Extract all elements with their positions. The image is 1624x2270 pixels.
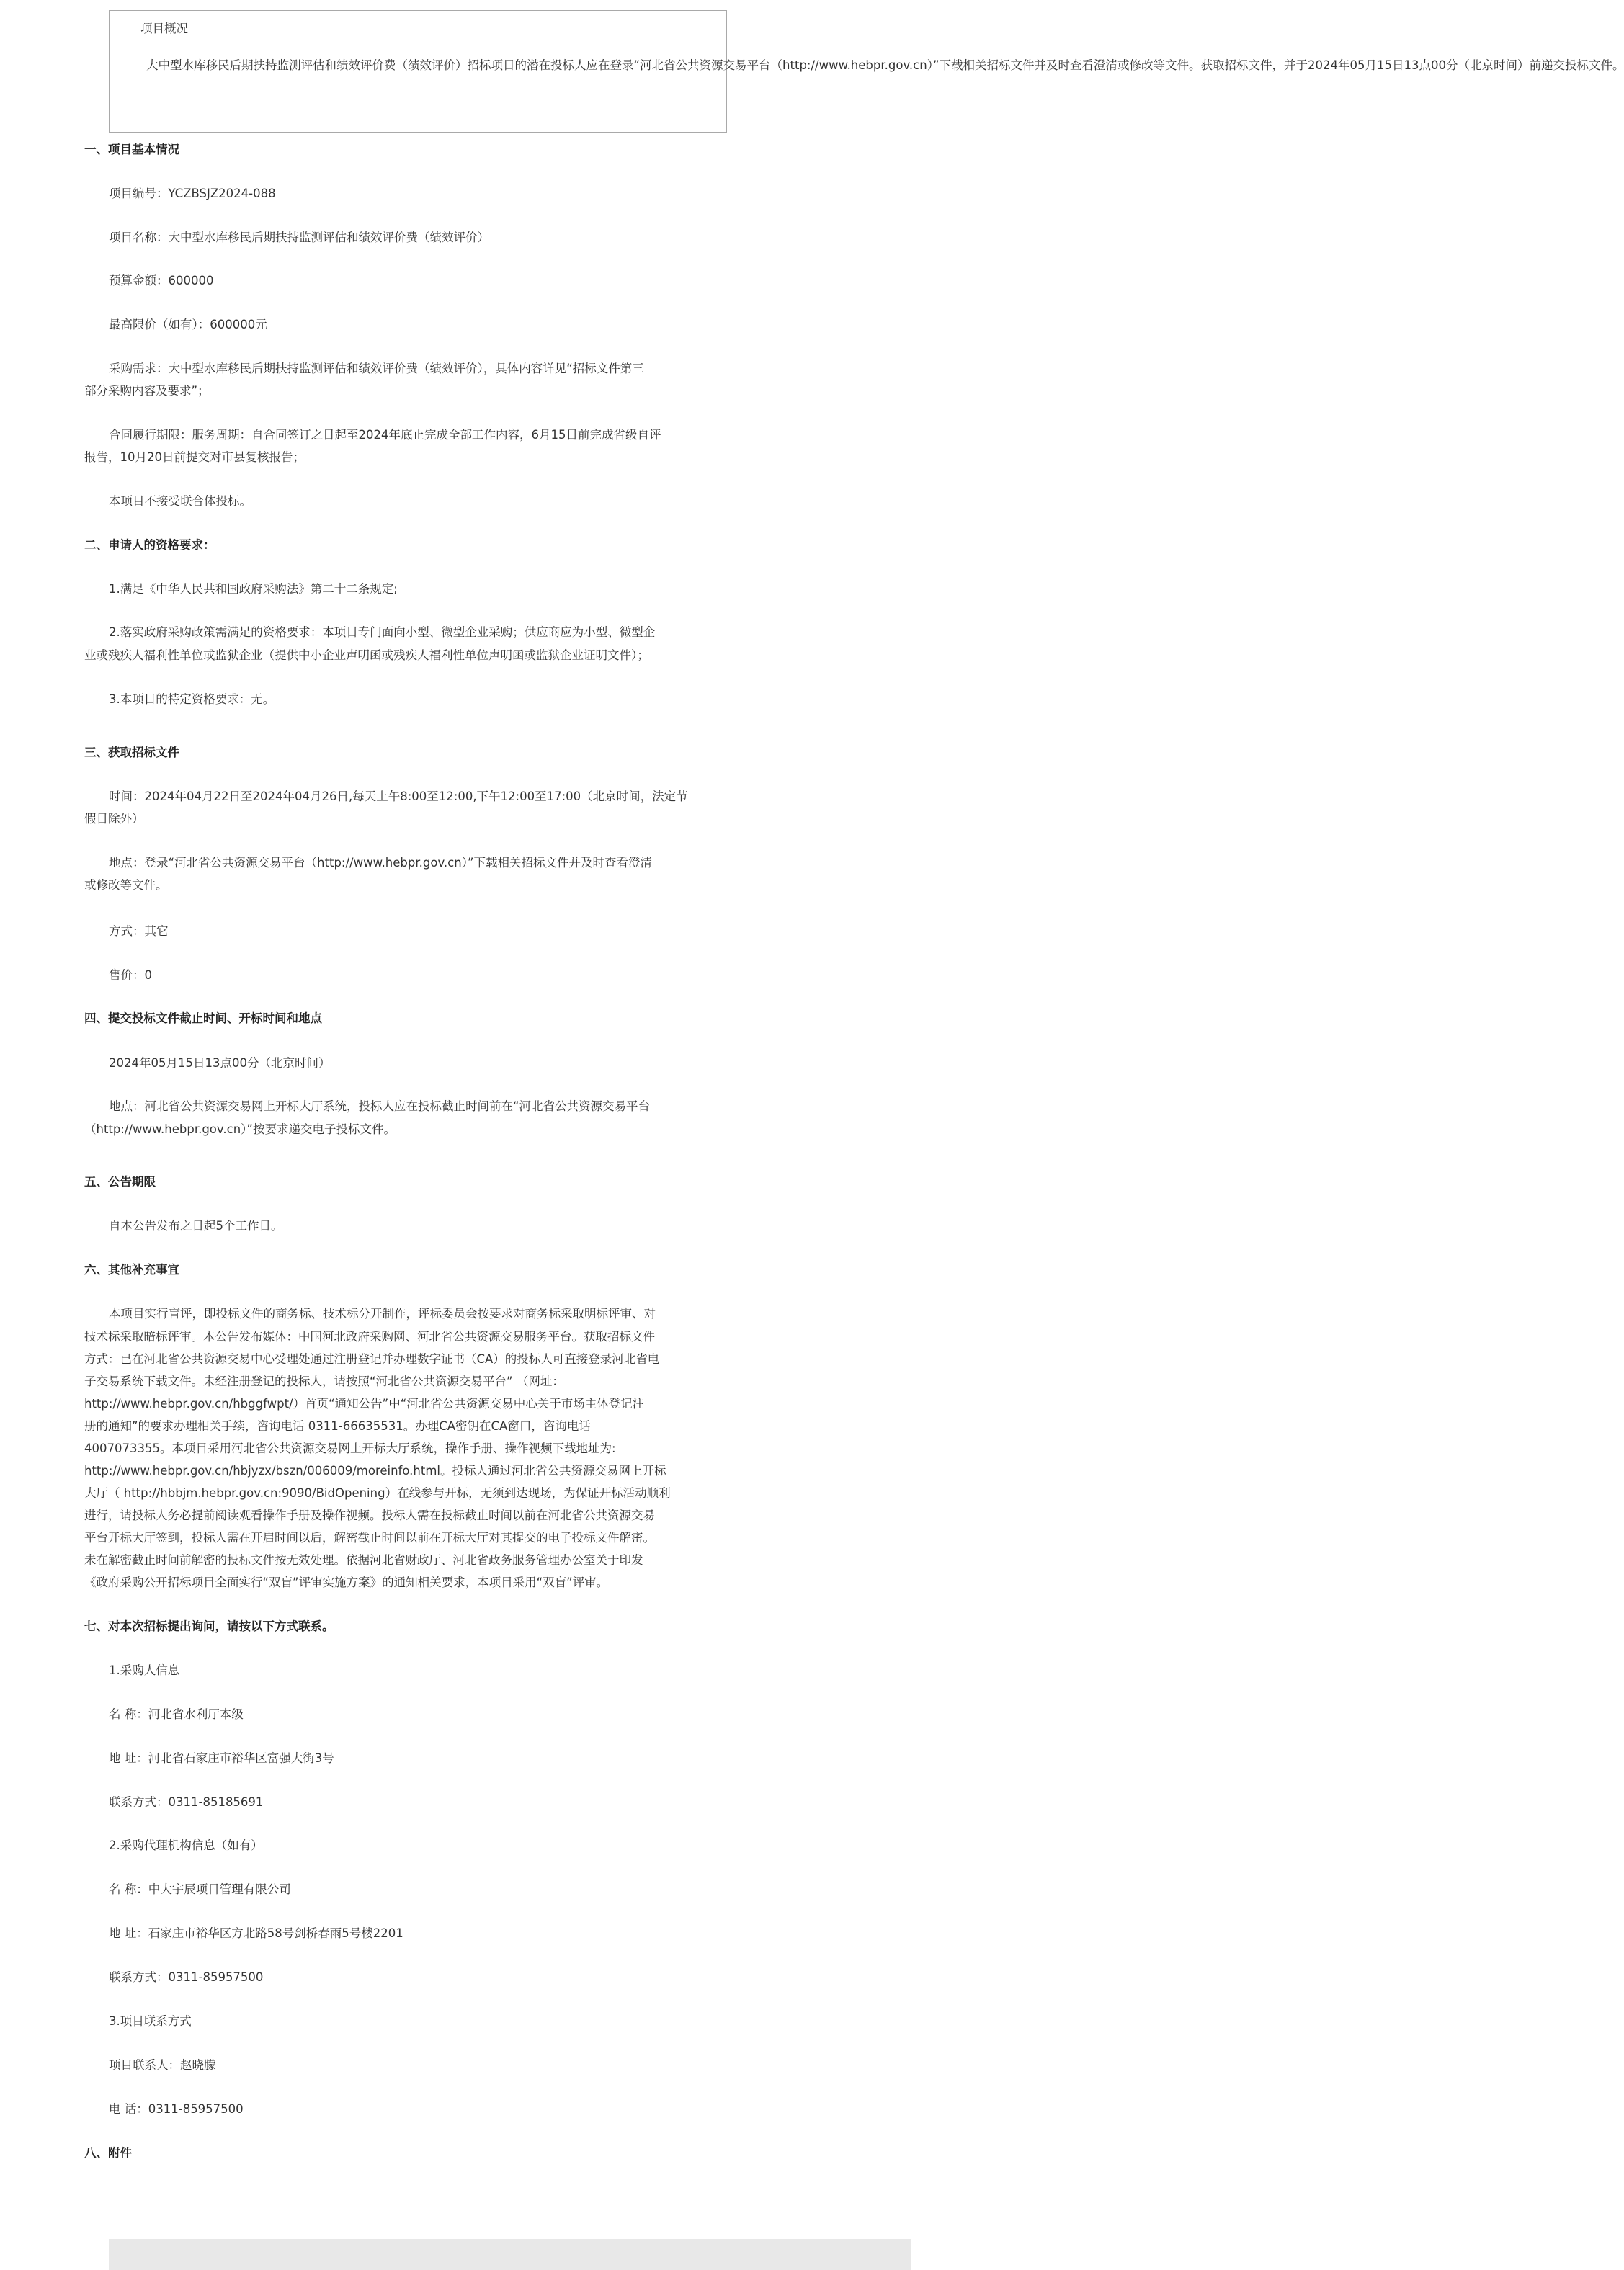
section-heading-attachments: 八、附件 [84, 2146, 132, 2160]
other-matters-line9: 大厅（ http://hbbjm.hebpr.gov.cn:9090/BidOpening）在线参与开标，无须到达现场，为保证开标活动顺利 [84, 1486, 671, 1500]
submission-place-line2: （http://www.hebpr.gov.cn）”按要求递交电子投标文件。 [84, 1122, 396, 1136]
submission-deadline: 2024年05月15日13点00分（北京时间） [109, 1056, 331, 1070]
other-matters-line4: 子交易系统下载文件。未经注册登记的投标人，请按照“河北省公共资源交易平台” （网址： [84, 1375, 564, 1388]
agency-info-title: 2.采购代理机构信息（如有） [109, 1838, 263, 1852]
project-contact-person: 项目联系人：赵晓朦 [109, 2058, 216, 2072]
other-matters-line12: 未在解密截止时间前解密的投标文件按无效处理。依据河北省财政厅、河北省政务服务管理办公室关于印发 [84, 1553, 643, 1567]
submission-place-line1: 地点：河北省公共资源交易网上开标大厅系统，投标人应在投标截止时间前在“河北省公共资源交易平台 [109, 1099, 651, 1113]
project-name: 项目名称：大中型水库移民后期扶持监测评估和绩效评价费（绩效评价） [109, 231, 489, 244]
project-contact-phone: 电 话：0311-85957500 [109, 2102, 244, 2116]
section-heading-contact: 七、对本次招标提出询问，请按以下方式联系。 [84, 1619, 334, 1633]
overview-title: 项目概况 [140, 22, 188, 35]
max-price: 最高限价（如有）：600000元 [109, 318, 267, 331]
section-heading-basic-info: 一、项目基本情况 [84, 143, 179, 156]
project-number: 项目编号：YCZBSJZ2024-088 [109, 187, 276, 200]
obtain-method: 方式：其它 [109, 924, 169, 938]
other-matters-line3: 方式：已在河北省公共资源交易中心受理处通过注册登记并办理数字证书（CA）的投标人可直接登录河北省电 [84, 1352, 660, 1366]
section-heading-other-matters: 六、其他补充事宜 [84, 1263, 179, 1277]
section-heading-notice-period: 五、公告期限 [84, 1175, 156, 1189]
other-matters-line8: http://www.hebpr.gov.cn/hbjyzx/bszn/006009/moreinfo.html。投标人通过河北省公共资源交易网上开标 [84, 1464, 666, 1478]
overview-box [109, 10, 1624, 133]
purchaser-info-title: 1.采购人信息 [109, 1663, 180, 1677]
footer-bar [109, 2239, 911, 2270]
other-matters-line5: http://www.hebpr.gov.cn/hbggfwpt/）首页“通知公告”中“河北省公共资源交易中心关于市场主体登记注 [84, 1397, 645, 1411]
obtain-time-line1: 时间：2024年04月22日至2024年04月26日,每天上午8:00至12:00,下午12:00至17:00（北京时间，法定节 [109, 790, 688, 803]
purchaser-name: 名 称：河北省水利厅本级 [109, 1707, 244, 1721]
section-heading-obtain-documents: 三、获取招标文件 [84, 746, 179, 759]
procurement-demand-line2: 部分采购内容及要求”； [84, 384, 210, 398]
agency-phone: 联系方式：0311-85957500 [109, 1970, 264, 1984]
qualification-item-2-line2: 业或残疾人福利性单位或监狱企业（提供中小企业声明函或残疾人福利性单位声明函或监狱企业证明文件）； [84, 648, 649, 662]
other-matters-line2: 技术标采取暗标评审。本公告发布媒体：中国河北政府采购网、河北省公共资源交易服务平台。获取招标文件 [84, 1330, 655, 1344]
obtain-time-line2: 假日除外） [84, 812, 144, 826]
notice-period-text: 自本公告发布之日起5个工作日。 [109, 1219, 283, 1233]
project-contact-title: 3.项目联系方式 [109, 2014, 192, 2028]
consortium-note: 本项目不接受联合体投标。 [109, 494, 251, 508]
other-matters-line1: 本项目实行盲评，即投标文件的商务标、技术标分开制作，评标委员会按要求对商务标采取明标评审、对 [109, 1307, 656, 1321]
budget-amount: 预算金额：600000 [109, 274, 214, 287]
qualification-item-1: 1.满足《中华人民共和国政府采购法》第二十二条规定; [109, 582, 398, 596]
purchaser-address: 地 址：河北省石家庄市裕华区富强大街3号 [109, 1751, 334, 1765]
agency-name: 名 称：中大宇辰项目管理有限公司 [109, 1882, 291, 1896]
obtain-place-line2: 或修改等文件。 [84, 878, 168, 892]
document-price: 售价：0 [109, 968, 152, 982]
other-matters-line6: 册的通知”的要求办理相关手续，咨询电话 0311-66635531。办理CA密钥在CA窗口，咨询电话 [84, 1419, 591, 1433]
overview-title-row [110, 11, 726, 48]
obtain-place-line1: 地点：登录“河北省公共资源交易平台（http://www.hebpr.gov.cn）”下载相关招标文件并及时查看澄清 [109, 856, 653, 870]
other-matters-line7: 4007073355。本项目采用河北省公共资源交易网上开标大厅系统，操作手册、操作视频下载地址为: [84, 1442, 616, 1455]
agency-address: 地 址：石家庄市裕华区方北路58号剑桥春雨5号楼2201 [109, 1926, 403, 1940]
qualification-item-2-line1: 2.落实政府采购政策需满足的资格要求：本项目专门面向小型、微型企业采购；供应商应为小型、微型企 [109, 625, 656, 639]
contract-period-line2: 报告，10月20日前提交对市县复核报告； [84, 450, 305, 464]
overview-body: 大中型水库移民后期扶持监测评估和绩效评价费（绩效评价）招标项目的潜在投标人应在登录“河北省公共资源交易平台（http://www.hebpr.gov.cn）”下载相关招标文件并及时查看澄清或修改等文件。获取招标文件，并于2024年05月15日13点00分（北京时间）前递交投标文件。 [146, 58, 1624, 72]
other-matters-line13: 《政府采购公开招标项目全面实行“双盲”评审实施方案》的通知相关要求，本项目采用“双盲”评审。 [84, 1576, 609, 1589]
section-heading-qualification: 二、申请人的资格要求： [84, 538, 215, 552]
contract-period-line1: 合同履行期限：服务周期：自合同签订之日起至2024年底止完成全部工作内容，6月15日前完成省级自评 [109, 428, 661, 442]
procurement-demand-line1: 采购需求：大中型水库移民后期扶持监测评估和绩效评价费（绩效评价），具体内容详见“招标文件第三 [109, 362, 644, 375]
other-matters-line10: 进行，请投标人务必提前阅读观看操作手册及操作视频。投标人需在投标截止时间以前在河北省公共资源交易 [84, 1509, 655, 1522]
other-matters-line11: 平台开标大厅签到，投标人需在开启时间以后，解密截止时间以前在开标大厅对其提交的电子投标文件解密。 [84, 1531, 655, 1545]
purchaser-phone: 联系方式：0311-85185691 [109, 1795, 264, 1809]
section-heading-submission: 四、提交投标文件截止时间、开标时间和地点 [84, 1011, 322, 1025]
qualification-item-3: 3.本项目的特定资格要求：无。 [109, 692, 275, 706]
